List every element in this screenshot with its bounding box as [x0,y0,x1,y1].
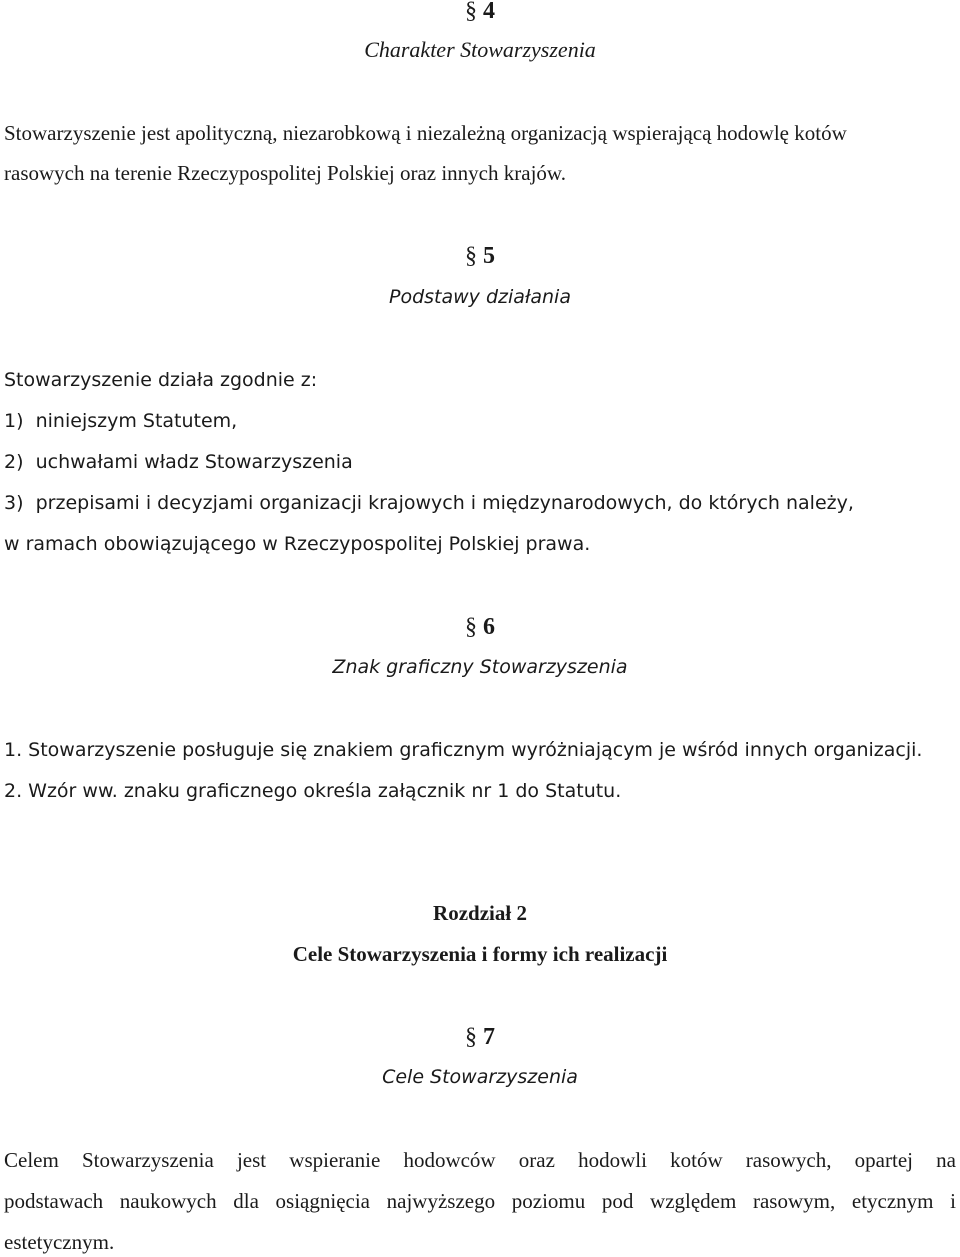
list-item [4,408,237,434]
list-item-text: niniejszym Statutem, [35,410,238,432]
list-item-number: 2) [4,451,24,473]
paragraph-number: 4 [483,0,495,24]
list-continuation: w ramach obowiązującego w Rzeczypospolitej Polskiej prawa. [4,533,591,555]
paragraph-6-heading [0,612,960,642]
paragraph-4-text-line-2: rasowych na terenie Rzeczypospolitej Polskiej oraz innych krajów. [4,161,566,185]
list-item-number: 3) [4,492,24,514]
paragraph-7-text-line-3: estetycznym. [4,1230,115,1254]
paragraph-4-title: Charakter Stowarzyszenia [364,37,596,62]
list-item-text: uchwałami władz Stowarzyszenia [35,451,353,473]
section-sign: § [465,0,477,24]
paragraph-number: 5 [483,243,495,269]
chapter-title: Cele Stowarzyszenia i formy ich realizacji [292,942,668,966]
list-item-number: 1) [4,410,24,432]
paragraph-number: 7 [483,1024,495,1050]
list-item [4,449,353,475]
paragraph-4-text-line-1: Stowarzyszenie jest apolityczną, niezarobkową i niezależną organizacją wspierającą hodowlę kotów [4,121,847,145]
paragraph-7-text-line-2: podstawach naukowych dla osiągnięcia najwyższego poziomu pod względem rasowym, etycznym i [4,1189,956,1213]
paragraph-7-heading [0,1022,960,1052]
chapter-heading: Rozdział 2 [433,901,527,925]
paragraph-5-title: Podstawy działania [389,286,571,308]
paragraph-6-title: Znak graficzny Stowarzyszenia [332,656,628,678]
section-sign: § [465,243,477,269]
paragraph-number: 6 [483,614,495,640]
list-item [4,490,854,516]
paragraph-6-point-1: 1. Stowarzyszenie posługuje się znakiem graficznym wyróżniającym je wśród innych organizacji. [4,739,923,761]
section-sign: § [465,1024,477,1050]
paragraph-6-point-2: 2. Wzór ww. znaku graficznego określa załącznik nr 1 do Statutu. [4,780,622,802]
list-item-text: przepisami i decyzjami organizacji krajowych i międzynarodowych, do których należy, [35,492,854,514]
paragraph-4-heading [0,0,960,26]
section-sign: § [465,614,477,640]
paragraph-7-title: Cele Stowarzyszenia [382,1066,578,1088]
paragraph-5-heading [0,241,960,271]
paragraph-5-intro: Stowarzyszenie działa zgodnie z: [4,369,318,391]
paragraph-7-text-line-1: Celem Stowarzyszenia jest wspieranie hodowców oraz hodowli kotów rasowych, opartej na [4,1148,956,1172]
